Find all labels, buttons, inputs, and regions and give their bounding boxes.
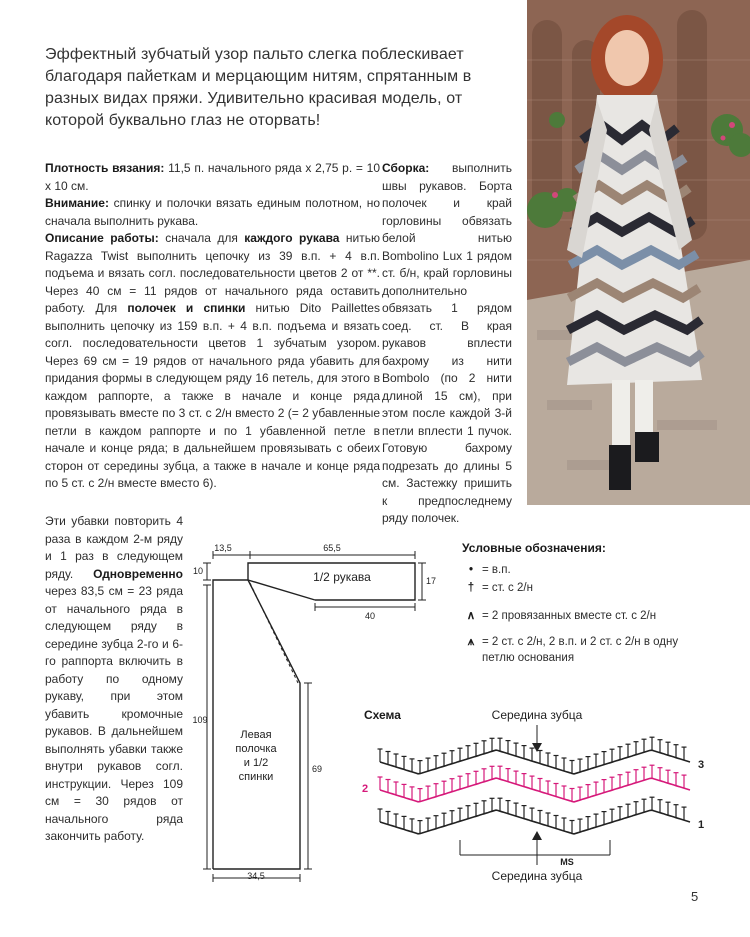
legend-item-shell	[462, 634, 712, 666]
description-bold-1: каждого рукава	[244, 231, 340, 245]
narrow-text-2: через 83,5 см = 23 ряда от начального ряда в следующем ряду в середине зубца 2-го и 6-го раппорта включить в работу по одному рукаву, при этом убавить кромочные рукавов. В дальнейшем выполнять убавки также внутри рукавов согл. инструкции. Через 109 см = 30 рядов от начального ряда закончить работу.	[45, 584, 183, 843]
narrow-text-1: Эти убавки повторить 4 раза в каждом 2-м ряду и 1 раз в следующем ряду.	[45, 514, 183, 581]
assembly-label: Сборка:	[382, 161, 430, 175]
double-crochet-symbol-icon: †	[467, 582, 475, 594]
scheme-rows	[378, 737, 691, 834]
assembly-column	[382, 160, 512, 528]
density-text: 11,5 п. начального ряда х 2,75 р. = 10 х 10 см.	[45, 161, 380, 193]
description-paragraph	[45, 230, 380, 493]
description-text-3: нитью Dito Paillettes выполнить цепочку из 159 в.п. + 4 в.п. подъема и вязать согл. последовательности цветов 1 зубчатым узором. Через 69 см = 19 рядов от начального ряда убавить для придания формы в следующем ряду 16 петель, для этого в каждом раппорте, а также в начале и конце ряда провязывать вместе по 3 ст. с 2/н вместо 2 (= 2 убавленные петли в каждом раппорте и по 1 убавленной петле в начале и конце ряда; в дальнейшем провязывать с обеих сторон от середины зубца, а также в начале и конце ряда по 5 ст. с 2/н вместе вместо 6).	[45, 301, 380, 490]
crochet-scheme	[360, 700, 720, 885]
instructions-column	[45, 160, 380, 493]
description-text-1: сначала для	[158, 231, 245, 245]
row-2-label: 2	[362, 783, 369, 795]
shell-symbol-icon: ⩚	[467, 636, 475, 648]
decrease-symbol-icon: ∧	[466, 610, 476, 622]
description-text-2: нитью Ragazza Twist выполнить цепочку из 39 в.п. + 4 в.п. подъема и вязать согл. последовательности цветов 2 от **. Через 40 см = 11 рядов от начального ряда оставить работу. Для	[45, 231, 380, 315]
photo-illustration	[527, 0, 750, 505]
ms-label: MS	[560, 857, 574, 867]
legend-title: Условные обозначения:	[462, 541, 606, 555]
body-label-3: и 1/2	[243, 757, 269, 769]
body-label-2: полочка	[235, 743, 277, 755]
intro-text: Эффектный зубчатый узор пальто слегка поблескивает благодаря пайеткам и мерцающим нитям, спрятанным в разных видах пряжи. Удивительно красивая модель, от которой буквально глаз не оторвать!	[45, 46, 472, 129]
dim-65-5: 65,5	[323, 543, 341, 553]
legend-item-dec	[462, 608, 656, 624]
dim-34-5: 34,5	[247, 871, 265, 881]
legend-text: = 2 ст. с 2/н, 2 в.п. и 2 ст. с 2/н в одну петлю основания	[482, 636, 679, 664]
row-3-label: 3	[698, 759, 705, 771]
row-1-label: 1	[698, 819, 705, 831]
dim-109: 109	[192, 715, 208, 725]
description-label: Описание работы:	[45, 231, 159, 245]
assembly-text: выполнить швы рукавов. Борта полочек и край горловины обвязать белой нитью Bombolino Lux 1 рядом ст. б/н, край горловины дополнительно обвязать 1 рядом соед. ст. В края рукавов вплести бахрому из нити Bombolo (по 2 нити длиной 15 см), при этом после каждой 3-й петли вплести 1 пучок. Готовую бахрому подрезать до длины 5 см. Застежку пришить к предпоследнему ряду полочек.	[382, 161, 512, 525]
row-1-line	[380, 810, 690, 834]
legend-text: = ст. с 2/н	[482, 582, 533, 594]
page-number: 5	[691, 889, 699, 904]
body-label-1: Левая	[240, 729, 272, 741]
dim-40: 40	[364, 611, 376, 621]
dim-69: 69	[312, 764, 323, 774]
dim-10: 10	[192, 566, 204, 576]
model-photo	[527, 0, 750, 505]
body-label-4: спинки	[238, 771, 274, 783]
dim-17: 17	[426, 576, 437, 586]
density-label: Плотность вязания:	[45, 161, 165, 175]
chain-symbol-icon: •	[468, 564, 474, 576]
row-2-line	[380, 778, 690, 802]
attention-paragraph	[45, 195, 380, 230]
scheme-top-label: Середина зубца	[491, 708, 583, 722]
sleeve-label: 1/2 рукава	[313, 570, 371, 584]
legend-text: = 2 провязанных вместе ст. с 2/н	[482, 610, 657, 622]
description-bold-2: полочек и спинки	[127, 301, 246, 315]
legend-text: = в.п.	[482, 564, 511, 576]
attention-label: Внимание:	[45, 196, 109, 210]
scheme-bottom-label: Середина зубца	[491, 869, 583, 883]
legend-item-chain	[462, 562, 511, 578]
scheme-title: Схема	[364, 708, 401, 722]
narrow-bold: Одновременно	[93, 566, 183, 581]
narrow-column	[45, 513, 183, 846]
legend-item-dc	[462, 580, 533, 596]
attention-text: спинку и полочки вязать единым полотном, но сначала выполнить рукава.	[45, 196, 380, 228]
dim-13-5: 13,5	[214, 543, 232, 553]
density-paragraph	[45, 160, 380, 195]
